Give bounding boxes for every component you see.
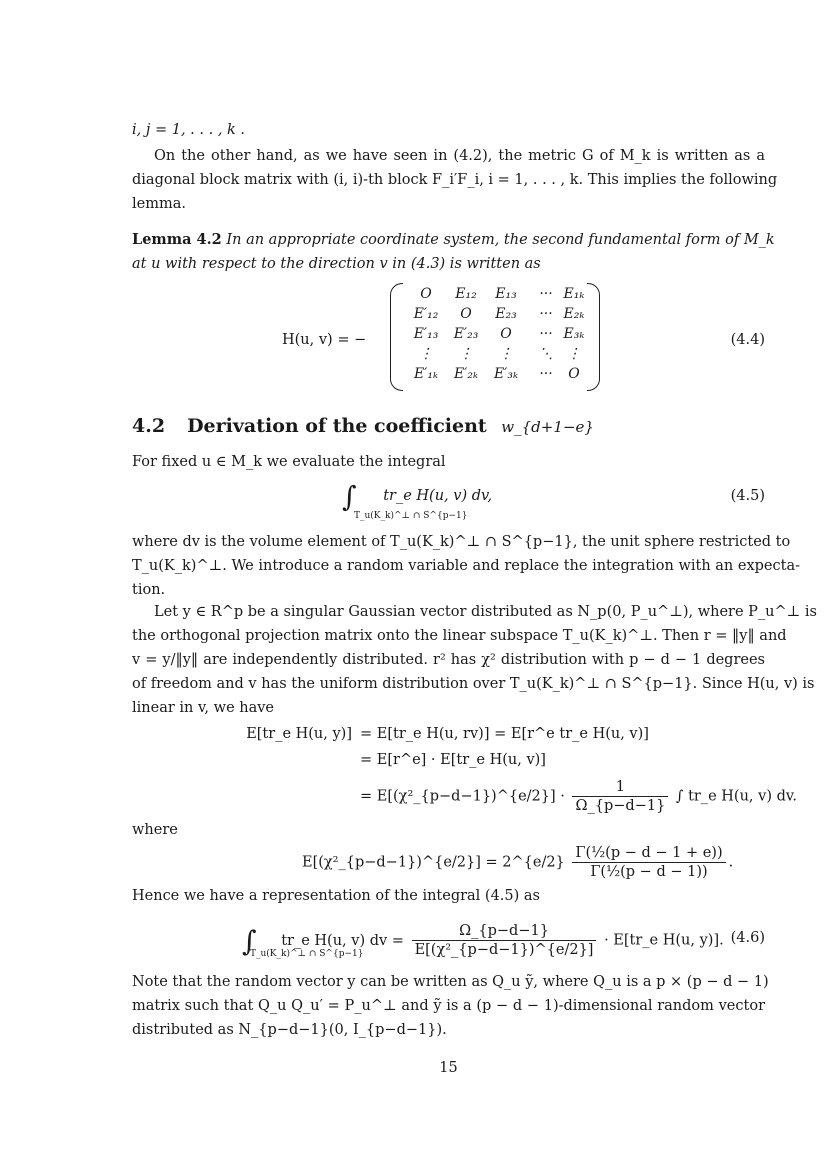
matrix-cell: O — [568, 366, 580, 382]
matrix-cell: E′₂₃ — [453, 326, 479, 342]
integral-sign: ∫ — [242, 924, 257, 958]
fraction: $\frac{\text{Γ(½(p − d − 1 + e))}}{\text{Γ(½(p − d − 1))}}$ — [572, 844, 725, 881]
eq-expect-row: = E[(χ²_{p−d−1})^{e/2}] · $\frac{1}{\Omega\_\{p-d-1\}}$ ∫ tr_e H(u, v) dv. — [360, 779, 797, 814]
text-line: Note that the random vector y can be written as Q_u ỹ, where Q_u is a p × (p − d − 1) — [132, 974, 769, 990]
equation-number: (4.6) — [730, 930, 765, 946]
text-line: linear in v, we have — [132, 700, 275, 716]
text-line: Hence we have a representation of the integral (4.5) as — [132, 888, 540, 904]
text-line: where dv is the volume element of T_u(K_k)^⊥ ∩ S^{p−1}, the unit sphere restricted to — [132, 534, 791, 550]
text-line: where — [132, 822, 178, 838]
matrix-cell: ⋮ — [459, 346, 473, 362]
lemma-label: Lemma 4.2 — [132, 231, 222, 248]
matrix-eq-4-4 — [390, 285, 600, 395]
matrix-cell: ⋮ — [499, 346, 513, 362]
matrix-cell: O — [460, 306, 472, 322]
matrix-cell: ··· — [539, 366, 553, 382]
eq-expect-lhs: E[tr_e H(u, y)] — [246, 726, 352, 742]
page-number: 15 — [439, 1060, 458, 1076]
text-line: diagonal block matrix with (i, i)-th block F_i′F_i, i = 1, . . . , k. This implies the following — [132, 172, 778, 188]
left-paren — [390, 283, 403, 391]
eq-4-6-domain: T_u(K_k)^⊥ ∩ S^{p−1} — [250, 949, 364, 959]
text-line: On the other hand, as we have seen in (4.2), the metric G of M_k is written as a — [154, 148, 765, 164]
matrix-cell: E₁₃ — [495, 286, 517, 302]
matrix-cell: E′₁₂ — [413, 306, 439, 322]
eq-4-6: ∫ tr_e H(u, v) dv = $\frac{\Omega\_\{p-d-1\}}{\text{E[(χ²\_\{p−d−1\})\textasciicircum{}\{e/2\}]}}$ · E[tr_e H(u, y)]. — [242, 923, 724, 958]
matrix-cell: ··· — [539, 306, 553, 322]
text-line: the orthogonal projection matrix onto the linear subspace T_u(K_k)^⊥. Then r = ‖y‖ and — [132, 628, 787, 644]
eq-4-4-lhs: H(u, v) = − — [282, 332, 367, 348]
text-line: lemma. — [132, 196, 186, 212]
matrix-cell: E′₁ₖ — [413, 366, 439, 382]
lemma-statement — [132, 230, 775, 250]
matrix-cell: E₁ₖ — [563, 286, 585, 302]
text-line: i, j = 1, . . . , k . — [132, 122, 246, 138]
equation-number: (4.5) — [730, 488, 765, 504]
matrix-cell: E₃ₖ — [563, 326, 585, 342]
fraction: $\frac{\Omega\_\{p-d-1\}}{\text{E[(χ²\_\{p−d−1\})\textasciicircum{}\{e/2\}]}}$ — [412, 922, 597, 959]
section-heading: 4.2 Derivation of the coefficient w_{d+1−e} — [132, 415, 594, 437]
eq-4-5: ∫ tr_e H(u, v) dv, — [342, 480, 493, 513]
paper-page — [132, 0, 817, 1170]
matrix-cell: E′₃ₖ — [493, 366, 519, 382]
text-line: distributed as N_{p−d−1}(0, I_{p−d−1}). — [132, 1022, 447, 1038]
integral-sign: ∫ — [342, 480, 357, 513]
text-line: matrix such that Q_u Q_u′ = P_u^⊥ and ỹ is a (p − d − 1)-dimensional random vector — [132, 998, 765, 1014]
lemma-text: In an appropriate coordinate system, the second fundamental form of M_k — [226, 232, 775, 248]
text-line: tion. — [132, 582, 166, 598]
matrix-cell: ⋮ — [567, 346, 581, 362]
equation-number: (4.4) — [730, 332, 765, 348]
matrix-cell: ··· — [539, 326, 553, 342]
text-line: v = y/‖y‖ are independently distributed. r² has χ² distribution with p − d − 1 degrees — [132, 652, 765, 668]
fraction: $\frac{1}{\Omega\_\{p-d-1\}}$ — [572, 778, 668, 815]
matrix-cell: E₂ₖ — [563, 306, 585, 322]
eq-expect-row: = E[r^e] · E[tr_e H(u, v)] — [360, 752, 546, 768]
matrix-cell: ⋱ — [539, 346, 553, 362]
matrix-cell: ⋮ — [419, 346, 433, 362]
matrix-cell: ··· — [539, 286, 553, 302]
text-line: of freedom and v has the uniform distribution over T_u(K_k)^⊥ ∩ S^{p−1}. Since H(u, v) is — [132, 676, 815, 692]
matrix-cell: E₂₃ — [495, 306, 517, 322]
eq-chi-moment: E[(χ²_{p−d−1})^{e/2}] = 2^{e/2} $\frac{\text{Γ(½(p − d − 1 + e))}}{\text{Γ(½(p − d − 1))}}$ . — [302, 845, 734, 880]
matrix-cell: E₁₂ — [455, 286, 477, 302]
eq-4-5-domain: T_u(K_k)^⊥ ∩ S^{p−1} — [354, 511, 468, 521]
matrix-cell: O — [500, 326, 512, 342]
eq-expect-row: = E[tr_e H(u, rv)] = E[r^e tr_e H(u, v)] — [360, 726, 649, 742]
text-line: For fixed u ∈ M_k we evaluate the integral — [132, 454, 446, 470]
matrix-cell: E′₁₃ — [413, 326, 439, 342]
matrix-cell: O — [420, 286, 432, 302]
matrix-cell: E′₂ₖ — [453, 366, 479, 382]
text-line: T_u(K_k)^⊥. We introduce a random variable and replace the integration with an expecta- — [132, 558, 800, 574]
lemma-statement: at u with respect to the direction v in (4.3) is written as — [132, 256, 541, 272]
text-line: Let y ∈ R^p be a singular Gaussian vector distributed as N_p(0, P_u^⊥), where P_u^⊥ is — [154, 604, 817, 620]
